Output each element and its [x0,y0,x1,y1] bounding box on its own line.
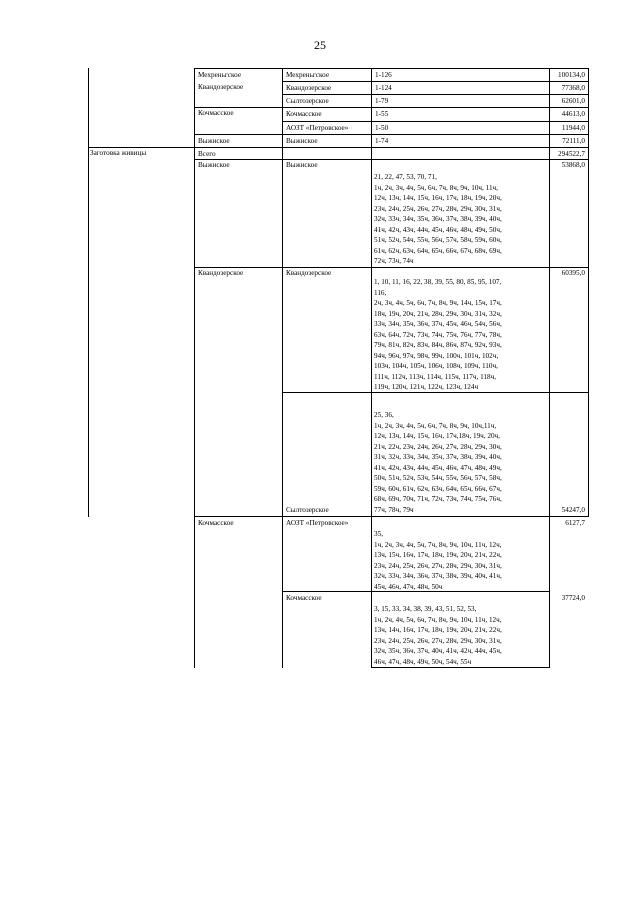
quarter-range: 1-50 [375,124,389,132]
grid-line [194,134,589,135]
grid-line [371,68,372,668]
grid-line [282,94,589,95]
quarter-range: 1-74 [375,137,389,145]
area-value: 54247,0 [561,506,585,514]
forestry-part: Выжиское [286,161,318,169]
total-area: 294522,7 [558,150,585,158]
area-value: 60395,0 [561,269,585,277]
forestry-name: Выжиское [198,137,230,145]
total-label: Всего [198,150,216,158]
quarter-list: 1, 10, 11, 16, 22, 38, 39, 55, 80, 85, 95, 107, 116, 2ч, 3ч, 4ч, 5ч, 6ч, 7ч, 8ч, 9ч, 14ч, 15ч, 17ч, 18ч, 19ч, 20ч, 21ч, 28ч, 29ч, 30ч, 31ч, 32ч, 33ч, 34ч, 35ч, 36ч, 37ч, 45ч, 46ч, 54ч, 56ч, 63ч, 64ч, 72ч, 73ч, 74ч, 75ч, 76ч, 77ч, 78ч, 79ч, 81ч, 82ч, 83ч, 84ч, 86ч, 87ч, 92ч, 93ч, 94ч, 96ч, 97ч, 98ч, 99ч, 100ч, 101ч, 102ч, 103ч, 104ч, 105ч, 106ч, 108ч, 109ч, 110ч, 111ч, 112ч, 113ч, 114ч, 115ч, 117ч, 118ч, 119ч, 120ч, 121ч, 122ч, 123ч, 124ч [374,278,502,391]
area-value: 11944,0 [561,124,585,132]
forestry-name: Квандозерское [198,269,244,277]
area-value: 72111,0 [562,137,585,145]
forestry-part: Кочмасское [286,594,322,602]
grid-line [194,267,589,268]
forestry-part: Мехреньгское [286,71,330,79]
forestry-part: АОЗТ «Петровское» [286,124,349,132]
area-value: 44613,0 [561,110,585,118]
area-value: 6127,7 [565,519,585,527]
quarter-range: 1-79 [375,97,389,105]
forestry-name: Квандозерское [198,83,244,91]
grid-line [282,68,283,668]
grid-line [371,667,549,668]
grid-line [88,147,589,148]
forestry-part: Выжиское [286,137,318,145]
grid-line [194,68,195,668]
area-value: 62601,0 [561,97,585,105]
area-value: 100134,0 [558,71,585,79]
grid-line [282,121,589,122]
forestry-name: Выжиское [198,161,230,169]
grid-line [282,81,589,82]
grid-line [194,516,589,517]
quarter-range: 1-55 [375,110,389,118]
grid-line [88,68,89,516]
quarter-list: 21, 22, 47, 53, 70, 71, 1ч, 2ч, 3ч, 4ч, 5ч, 6ч, 7ч, 8ч, 9ч, 10ч, 11ч, 12ч, 13ч, 14ч, 15ч, 16ч, 17ч, 18ч, 19ч, 20ч, 23ч, 24ч, 25ч, 26ч, 27ч, 28ч, 29ч, 30ч, 31ч, 32ч, 33ч, 34ч, 35ч, 36ч, 37ч, 38ч, 39ч, 40ч, 41ч, 42ч, 43ч, 44ч, 45ч, 46ч, 48ч, 49ч, 50ч, 51ч, 52ч, 54ч, 55ч, 56ч, 57ч, 58ч, 59ч, 60ч, 61ч, 62ч, 63ч, 64ч, 65ч, 66ч, 67ч, 68ч, 69ч, 72ч, 73ч, 74ч [374,173,502,265]
quarter-list: 3, 15, 33, 34, 38, 39, 43, 51, 52, 53, 1ч, 2ч, 4ч, 5ч, 6ч, 7ч, 8ч, 9ч, 10ч, 11ч, 12ч, 13ч, 14ч, 16ч, 17ч, 18ч, 19ч, 20ч, 21ч, 22ч, 23ч, 24ч, 25ч, 26ч, 27ч, 28ч, 29ч, 30ч, 31ч, 32ч, 35ч, 36ч, 37ч, 40ч, 41ч, 42ч, 44ч, 45ч, 46ч, 47ч, 48ч, 49ч, 50ч, 54ч, 55ч [374,605,502,666]
area-value: 37724,0 [561,594,585,602]
quarter-list: 35, 1ч, 2ч, 3ч, 4ч, 5ч, 7ч, 8ч, 9ч, 10ч, 11ч, 12ч, 13ч, 15ч, 16ч, 17ч, 18ч, 19ч, 20ч, 21ч, 22ч, 23ч, 24ч, 25ч, 26ч, 27ч, 28ч, 29ч, 30ч, 31ч, 32ч, 33ч, 34ч, 36ч, 37ч, 38ч, 39ч, 40ч, 41ч, 45ч, 46ч, 47ч, 48ч, 50ч [374,530,502,591]
forestry-part: Сылтозерское [286,97,329,105]
forestry-part: Квандозерское [286,269,332,277]
forestry-name: Кочмасское [198,519,234,527]
forest-use-table [88,68,588,668]
forestry-name: Кочмасское [198,109,234,117]
forestry-part: Кочмасское [286,110,322,118]
grid-line [588,68,589,516]
activity-type: Заготовка живицы [90,149,147,157]
grid-line [88,516,89,517]
forestry-name: Мехреньгское [198,71,242,79]
grid-line [194,107,589,108]
quarter-list: 25, 36, 1ч, 2ч, 3ч, 4ч, 5ч, 6ч, 7ч, 8ч, 9ч, 10ч,11ч, 12ч, 13ч, 14ч, 15ч, 16ч, 17ч,18ч, 19ч, 20ч, 21ч, 22ч, 23ч, 24ч, 26ч, 27ч, 28ч, 29ч, 30ч, 31ч, 32ч, 33ч, 34ч, 35ч, 37ч, 38ч, 39ч, 40ч, 41ч, 42ч, 43ч, 44ч, 45ч, 46ч, 47ч, 48ч, 49ч, 50ч, 51ч, 52ч, 53ч, 54ч, 55ч, 56ч, 57ч, 58ч, 59ч, 60ч, 61ч, 62ч, 63ч, 64ч, 65ч, 66ч, 67ч, 68ч, 69ч, 70ч, 71ч, 72ч, 73ч, 74ч, 75ч, 76ч, 77ч, 78ч, 79ч [374,411,502,514]
area-value: 53868,0 [561,161,585,169]
grid-line [194,159,589,160]
quarter-range: 1-126 [375,71,392,79]
quarter-range: 1-124 [375,84,392,92]
area-value: 77368,0 [561,84,585,92]
forestry-part: Сылтозерское [286,506,329,514]
forestry-part: АОЗТ «Петровское» [286,519,349,527]
grid-line [194,68,589,69]
forestry-part: Квандозерское [286,84,332,92]
page-number: 25 [314,38,326,52]
